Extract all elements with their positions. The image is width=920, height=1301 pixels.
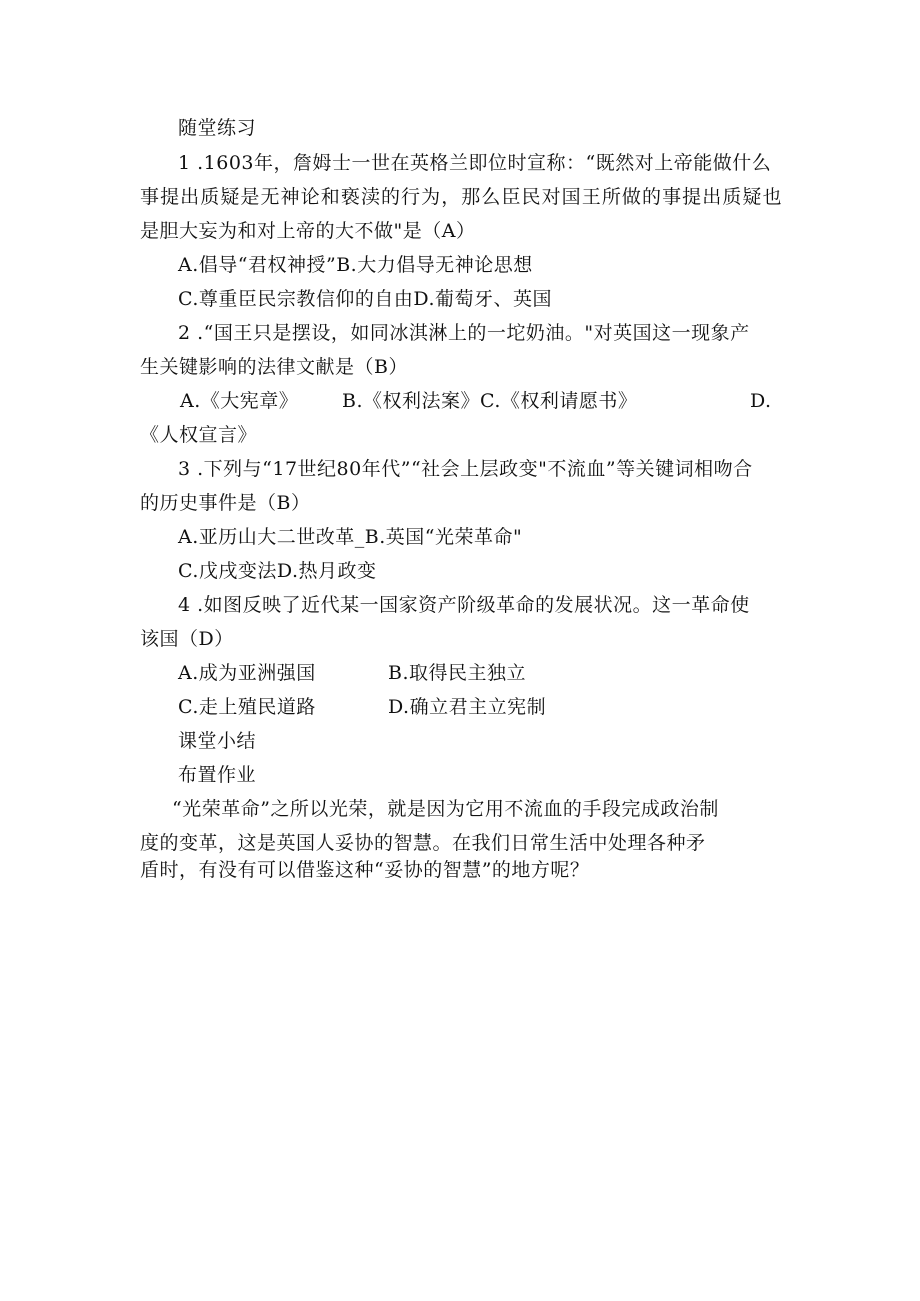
question-2-option-d-text: 《人权宣言》 xyxy=(140,424,258,446)
question-2-line-1: 2 .“国王只是摆设，如同冰淇淋上的一坨奶油。"对英国这一现象产 xyxy=(178,322,750,344)
question-1-line-1: 1 .1603年，詹姆士一世在英格兰即位时宣称：“既然对上帝能做什么 xyxy=(178,152,772,174)
question-4-option-c: C.走上殖民道路 xyxy=(178,696,316,718)
question-1-options-cd: C.尊重臣民宗教信仰的自由D.葡萄牙、英国 xyxy=(178,288,552,310)
question-4-option-b: B.取得民主独立 xyxy=(388,662,527,684)
question-4-line-1: 4 .如图反映了近代某一国家资产阶级革命的发展状况。这一革命使 xyxy=(178,594,750,616)
question-4-option-a: A.成为亚洲强国 xyxy=(178,662,316,684)
question-1-line-2: 事提出质疑是无神论和亵渎的行为，那么臣民对国王所做的事提出质疑也 xyxy=(140,186,782,208)
question-2-line-2: 生关键影响的法律文献是（B） xyxy=(140,356,408,378)
question-3-options-ab: A.亚历山大二世改革_B.英国“光荣革命" xyxy=(178,526,523,548)
homework-line-3: 盾时，有没有可以借鉴这种“妥协的智慧”的地方呢？ xyxy=(140,859,590,881)
question-3-line-2: 的历史事件是（B） xyxy=(140,492,311,514)
question-2-options-row xyxy=(140,389,772,413)
question-2-option-a: A.《大宪章》 xyxy=(180,390,299,412)
section-heading-practice: 随堂练习 xyxy=(178,117,257,139)
question-1-line-3: 是胆大妄为和对上帝的大不做"是（A） xyxy=(140,220,476,242)
homework-line-1: “光荣革命”之所以光荣，就是因为它用不流血的手段完成政治制 xyxy=(172,798,719,820)
section-heading-summary: 课堂小结 xyxy=(178,730,257,752)
section-heading-homework: 布置作业 xyxy=(178,764,257,786)
question-2-option-d-letter: D. xyxy=(750,390,772,412)
question-3-options-cd: C.戊戌变法D.热月政变 xyxy=(178,560,377,582)
question-4-line-2: 该国（D） xyxy=(140,628,234,650)
homework-line-2: 度的变革，这是英国人妥协的智慧。在我们日常生活中处理各种矛 xyxy=(140,832,706,854)
question-2-options-bc: B.《权利法案》C.《权利请愿书》 xyxy=(342,390,638,412)
question-4-option-d: D.确立君主立宪制 xyxy=(388,696,547,718)
question-1-options-ab: A.倡导“君权神授”B.大力倡导无神论思想 xyxy=(178,254,533,276)
question-3-line-1: 3 .下列与“17世纪80年代”“社会上层政变"不流血”等关键词相吻合 xyxy=(178,458,753,480)
